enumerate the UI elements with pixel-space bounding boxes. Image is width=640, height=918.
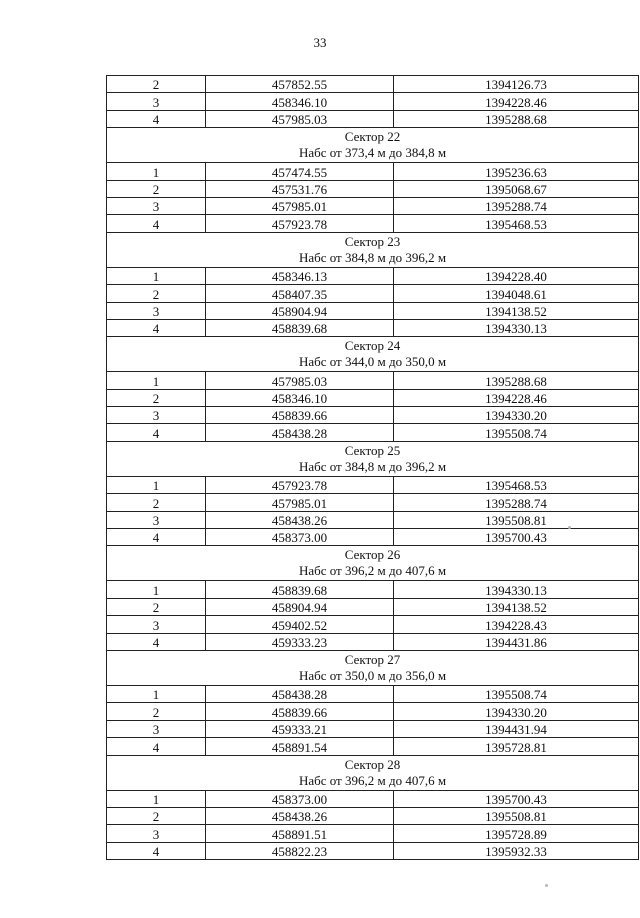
sector-title: Сектор 27 — [344, 651, 401, 667]
table-row — [107, 685, 639, 702]
y-coordinate-cell: 1394431.94 — [394, 720, 639, 737]
point-number-cell: 1 — [107, 790, 206, 807]
y-coordinate-cell: 1394138.52 — [394, 598, 639, 615]
point-number-cell: 3 — [107, 511, 206, 528]
table-row — [107, 215, 639, 232]
table-row — [107, 319, 639, 336]
y-coordinate-cell: 1395700.43 — [394, 790, 639, 807]
point-number-cell: 3 — [107, 302, 206, 319]
y-coordinate-cell: 1395236.63 — [394, 163, 639, 180]
sector-elevation-range: Набс от 396,2 м до 407,6 м — [298, 772, 447, 788]
y-coordinate-cell: 1395288.68 — [394, 110, 639, 127]
x-coordinate-cell: 458346.10 — [206, 389, 394, 406]
point-number-cell: 4 — [107, 529, 206, 546]
y-coordinate-cell: 1395508.81 — [394, 511, 639, 528]
table-row — [107, 476, 639, 493]
point-number-cell: 3 — [107, 720, 206, 737]
sector-elevation-range: Набс от 384,8 м до 396,2 м — [298, 458, 447, 474]
table-row — [107, 825, 639, 842]
y-coordinate-cell: 1395508.74 — [394, 424, 639, 441]
table-row — [107, 302, 639, 319]
table-row — [107, 407, 639, 424]
sector-header-row — [107, 650, 639, 685]
y-coordinate-cell: 1394228.46 — [394, 389, 639, 406]
sector-header-cell — [107, 755, 639, 790]
x-coordinate-cell: 458438.28 — [206, 424, 394, 441]
sector-header-row — [107, 546, 639, 581]
y-coordinate-cell: 1394330.13 — [394, 319, 639, 336]
x-coordinate-cell: 458373.00 — [206, 790, 394, 807]
sector-title: Сектор 22 — [344, 129, 401, 145]
sector-header-cell — [107, 128, 639, 163]
table-row — [107, 598, 639, 615]
x-coordinate-cell: 457531.76 — [206, 180, 394, 197]
x-coordinate-cell: 457985.03 — [206, 372, 394, 389]
y-coordinate-cell: 1395508.74 — [394, 685, 639, 702]
y-coordinate-cell: 1395288.68 — [394, 372, 639, 389]
point-number-cell: 2 — [107, 494, 206, 511]
x-coordinate-cell: 458407.35 — [206, 285, 394, 302]
table-row — [107, 197, 639, 214]
table-row — [107, 842, 639, 859]
sector-elevation-range: Набс от 396,2 м до 407,6 м — [298, 563, 447, 579]
table-row — [107, 76, 639, 93]
point-number-cell: 2 — [107, 598, 206, 615]
scan-speck — [568, 526, 571, 529]
sector-header-cell — [107, 232, 639, 267]
coordinates-table — [106, 75, 639, 860]
sector-elevation-range: Набс от 350,0 м до 356,0 м — [298, 667, 447, 683]
sector-header-row — [107, 755, 639, 790]
y-coordinate-cell: 1394228.40 — [394, 267, 639, 284]
point-number-cell: 1 — [107, 581, 206, 598]
y-coordinate-cell: 1395288.74 — [394, 494, 639, 511]
point-number-cell: 3 — [107, 407, 206, 424]
x-coordinate-cell: 458839.68 — [206, 319, 394, 336]
coordinates-table-body — [107, 76, 639, 860]
table-row — [107, 285, 639, 302]
point-number-cell: 1 — [107, 267, 206, 284]
table-row — [107, 424, 639, 441]
y-coordinate-cell: 1394138.52 — [394, 302, 639, 319]
x-coordinate-cell: 458891.51 — [206, 825, 394, 842]
sector-header-cell — [107, 441, 639, 476]
x-coordinate-cell: 457923.78 — [206, 476, 394, 493]
point-number-cell: 3 — [107, 616, 206, 633]
table-row — [107, 616, 639, 633]
x-coordinate-cell: 458346.13 — [206, 267, 394, 284]
sector-header-row — [107, 128, 639, 163]
sector-title: Сектор 24 — [344, 338, 401, 354]
table-row — [107, 267, 639, 284]
point-number-cell: 3 — [107, 93, 206, 110]
point-number-cell: 2 — [107, 807, 206, 824]
x-coordinate-cell: 458438.26 — [206, 511, 394, 528]
x-coordinate-cell: 458346.10 — [206, 93, 394, 110]
x-coordinate-cell: 457985.03 — [206, 110, 394, 127]
x-coordinate-cell: 457474.55 — [206, 163, 394, 180]
table-row — [107, 633, 639, 650]
scan-speck — [545, 884, 548, 887]
point-number-cell: 2 — [107, 76, 206, 93]
y-coordinate-cell: 1394228.43 — [394, 616, 639, 633]
table-row — [107, 738, 639, 755]
point-number-cell: 4 — [107, 738, 206, 755]
y-coordinate-cell: 1395468.53 — [394, 476, 639, 493]
x-coordinate-cell: 458373.00 — [206, 529, 394, 546]
table-row — [107, 372, 639, 389]
x-coordinate-cell: 457985.01 — [206, 494, 394, 511]
y-coordinate-cell: 1395508.81 — [394, 807, 639, 824]
y-coordinate-cell: 1394431.86 — [394, 633, 639, 650]
point-number-cell: 4 — [107, 319, 206, 336]
point-number-cell: 4 — [107, 633, 206, 650]
table-row — [107, 703, 639, 720]
sector-title: Сектор 26 — [344, 547, 401, 563]
x-coordinate-cell: 458904.94 — [206, 302, 394, 319]
point-number-cell: 4 — [107, 215, 206, 232]
point-number-cell: 1 — [107, 476, 206, 493]
y-coordinate-cell: 1394330.20 — [394, 407, 639, 424]
point-number-cell: 3 — [107, 197, 206, 214]
y-coordinate-cell: 1395728.89 — [394, 825, 639, 842]
sector-header-row — [107, 441, 639, 476]
x-coordinate-cell: 459333.23 — [206, 633, 394, 650]
y-coordinate-cell: 1395068.67 — [394, 180, 639, 197]
point-number-cell: 1 — [107, 685, 206, 702]
x-coordinate-cell: 458839.66 — [206, 703, 394, 720]
y-coordinate-cell: 1395468.53 — [394, 215, 639, 232]
x-coordinate-cell: 458891.54 — [206, 738, 394, 755]
sector-elevation-range: Набс от 344,0 м до 350,0 м — [298, 354, 447, 370]
table-row — [107, 180, 639, 197]
y-coordinate-cell: 1395288.74 — [394, 197, 639, 214]
table-row — [107, 529, 639, 546]
sector-header-row — [107, 337, 639, 372]
x-coordinate-cell: 458822.23 — [206, 842, 394, 859]
x-coordinate-cell: 457923.78 — [206, 215, 394, 232]
y-coordinate-cell: 1394048.61 — [394, 285, 639, 302]
table-row — [107, 110, 639, 127]
x-coordinate-cell: 459333.21 — [206, 720, 394, 737]
table-row — [107, 720, 639, 737]
sector-header-row — [107, 232, 639, 267]
point-number-cell: 4 — [107, 110, 206, 127]
table-row — [107, 581, 639, 598]
sector-header-cell — [107, 546, 639, 581]
point-number-cell: 2 — [107, 389, 206, 406]
point-number-cell: 2 — [107, 180, 206, 197]
y-coordinate-cell: 1395700.43 — [394, 529, 639, 546]
sector-elevation-range: Набс от 373,4 м до 384,8 м — [298, 145, 447, 161]
x-coordinate-cell: 458839.68 — [206, 581, 394, 598]
table-row — [107, 511, 639, 528]
table-row — [107, 494, 639, 511]
point-number-cell: 4 — [107, 424, 206, 441]
table-row — [107, 807, 639, 824]
sector-header-cell — [107, 337, 639, 372]
point-number-cell: 2 — [107, 285, 206, 302]
x-coordinate-cell: 457985.01 — [206, 197, 394, 214]
sector-header-cell — [107, 650, 639, 685]
x-coordinate-cell: 458904.94 — [206, 598, 394, 615]
point-number-cell: 1 — [107, 372, 206, 389]
y-coordinate-cell: 1395932.33 — [394, 842, 639, 859]
sector-title: Сектор 28 — [344, 756, 401, 772]
y-coordinate-cell: 1394228.46 — [394, 93, 639, 110]
sector-elevation-range: Набс от 384,8 м до 396,2 м — [298, 249, 447, 265]
point-number-cell: 2 — [107, 703, 206, 720]
table-row — [107, 790, 639, 807]
x-coordinate-cell: 458438.28 — [206, 685, 394, 702]
x-coordinate-cell: 458438.26 — [206, 807, 394, 824]
table-row — [107, 389, 639, 406]
x-coordinate-cell: 459402.52 — [206, 616, 394, 633]
x-coordinate-cell: 457852.55 — [206, 76, 394, 93]
point-number-cell: 4 — [107, 842, 206, 859]
y-coordinate-cell: 1395728.81 — [394, 738, 639, 755]
sector-title: Сектор 23 — [344, 233, 401, 249]
sector-title: Сектор 25 — [344, 442, 401, 458]
point-number-cell: 3 — [107, 825, 206, 842]
table-row — [107, 163, 639, 180]
y-coordinate-cell: 1394126.73 — [394, 76, 639, 93]
point-number-cell: 1 — [107, 163, 206, 180]
x-coordinate-cell: 458839.66 — [206, 407, 394, 424]
table-row — [107, 93, 639, 110]
y-coordinate-cell: 1394330.13 — [394, 581, 639, 598]
y-coordinate-cell: 1394330.20 — [394, 703, 639, 720]
page-number: 33 — [313, 35, 327, 50]
